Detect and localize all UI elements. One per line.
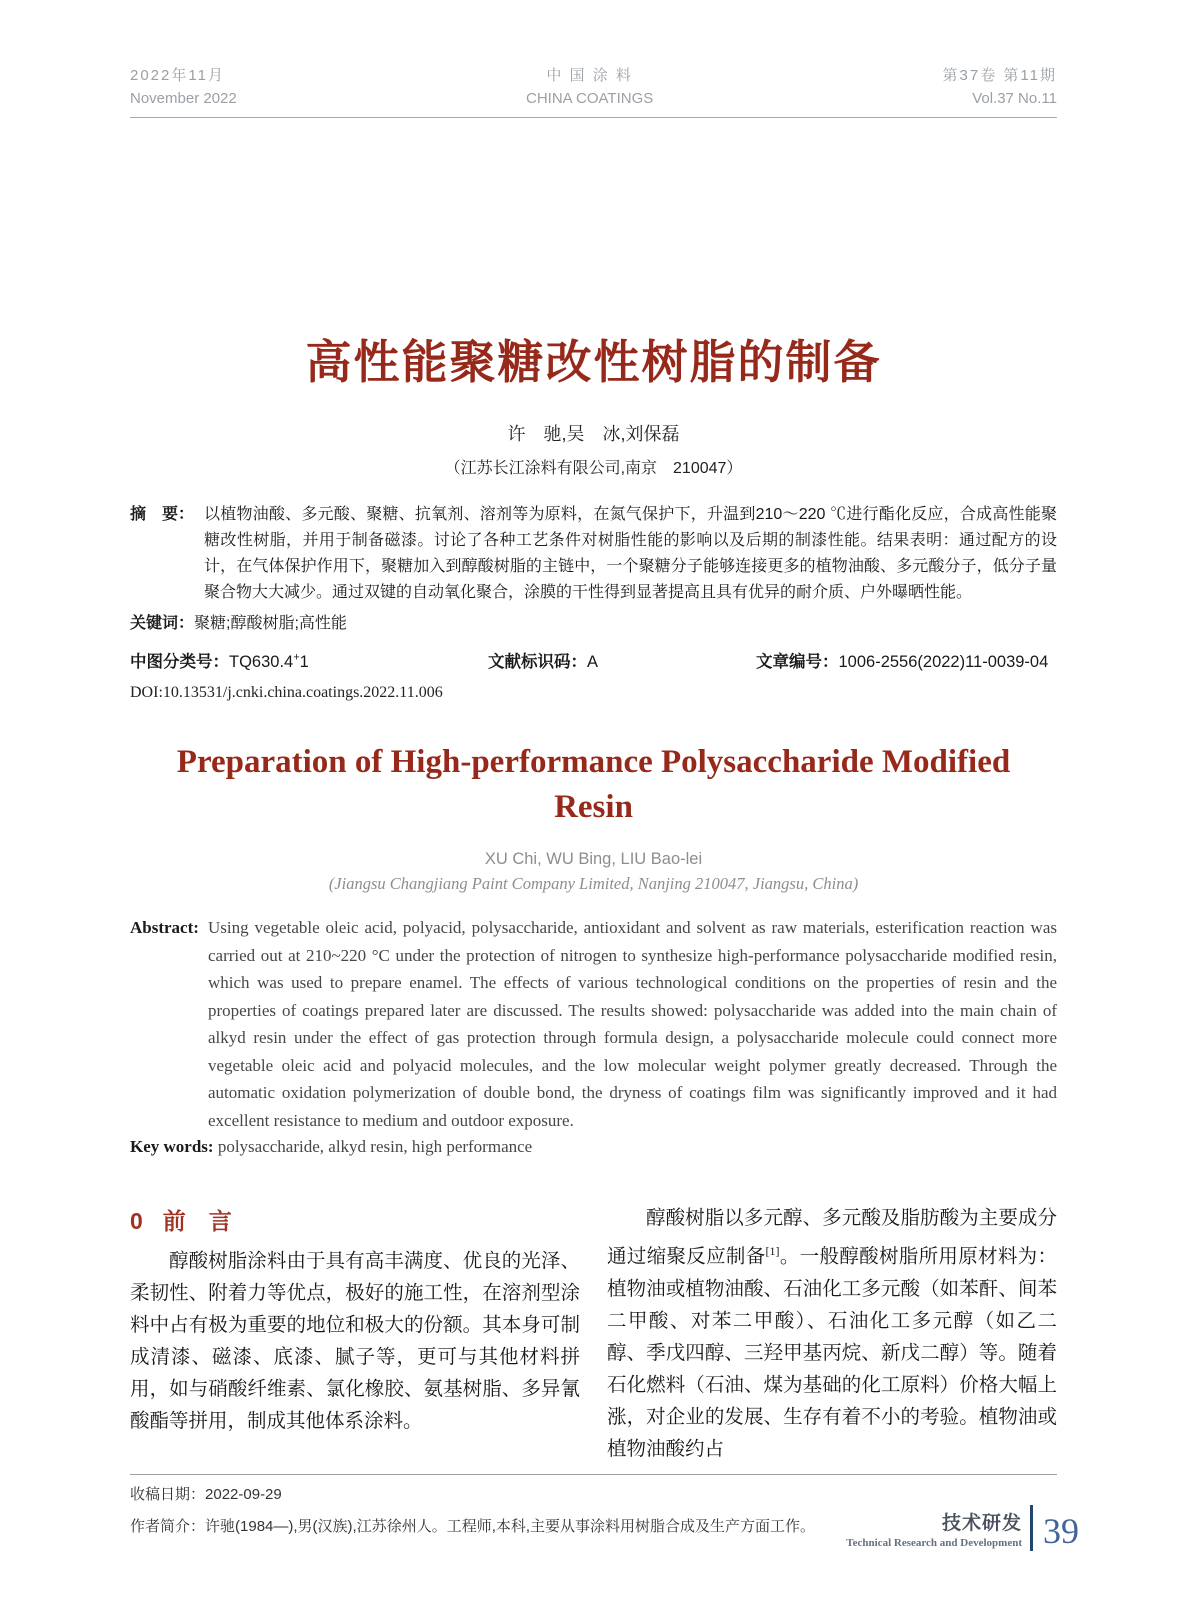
footer-column-en: Technical Research and Development — [846, 1536, 1022, 1549]
keywords-cn-text: 聚糖;醇酸树脂;高性能 — [194, 615, 347, 632]
keywords-en-label: Key words: — [130, 1137, 214, 1156]
footer-column-name — [846, 1508, 1022, 1549]
keywords-cn-label: 关键词： — [130, 615, 195, 632]
issue-en: Vol.37 No.11 — [972, 90, 1057, 107]
header-date-cn: 2022年11月 — [130, 67, 225, 84]
abstract-cn — [130, 502, 1057, 606]
authors-en: XU Chi, WU Bing, LIU Bao-lei — [484, 850, 703, 868]
clc-value: TQ630.4 — [229, 653, 294, 671]
citation-ref-1: [1] — [765, 1244, 780, 1258]
footer-divider-bar — [1030, 1505, 1033, 1551]
clc-superscript: + — [293, 651, 300, 664]
header-date — [130, 64, 237, 110]
header-date-en: November 2022 — [130, 90, 237, 107]
article-title-en — [130, 740, 1057, 830]
abstract-en-label: Abstract: — [130, 918, 199, 937]
abstract-cn-label: 摘 要： — [130, 506, 195, 523]
page-footer — [846, 1504, 1079, 1552]
page-header — [130, 64, 1057, 110]
title-en-line1: Preparation of High-performance Polysaccharide Modified — [176, 744, 1011, 780]
intro-right-text-1: 醇酸树脂以多元醇、多元酸及脂肪酸为主要成分通过缩聚反应制备 — [607, 1208, 1057, 1268]
intro-paragraph-right — [607, 1203, 1057, 1466]
received-date-label: 收稿日期： — [130, 1485, 206, 1503]
journal-name-en: CHINA COATINGS — [526, 90, 654, 107]
doi: DOI:10.13531/j.cnki.china.coatings.2022.11.006 — [130, 684, 443, 701]
article-id — [756, 648, 1048, 672]
footnote-rule — [130, 1474, 1057, 1475]
received-date-note — [130, 1482, 1057, 1507]
article-id-value: 1006-2556(2022)11-0039-04 — [838, 653, 1049, 671]
document-code-label: 文献标识码： — [488, 653, 587, 671]
header-issue — [943, 64, 1057, 110]
left-column — [130, 1203, 580, 1466]
header-rule — [130, 117, 1057, 118]
section-title: 前 言 — [162, 1208, 232, 1234]
header-journal-name — [526, 64, 653, 110]
affiliation-cn: （江苏长江涂料有限公司,南京 210047） — [444, 460, 743, 477]
abstract-cn-text: 以植物油酸、多元酸、聚糖、抗氧剂、溶剂等为原料，在氮气保护下，升温到210～220 ℃进行酯化反应，合成高性能聚糖改性树脂，并用于制备磁漆。讨论了各种工艺条件对树脂性能的影响以及后期的制漆性能。结果表明：通过配方的设计，在气体保护作用下，聚糖加入到醇酸树脂的主链中，一个聚糖分子能够连接更多的植物油酸、多元酸分子，低分子量聚合物大大减少。通过双键的自动氧化聚合，涂膜的干性得到显著提高且具有优异的耐介质、户外曝晒性能。 — [204, 506, 1057, 601]
author-bio-label: 作者简介： — [130, 1517, 206, 1535]
clc-number — [130, 648, 488, 672]
abstract-en — [130, 914, 1057, 1134]
issue-cn: 第37卷 第11期 — [942, 67, 1057, 84]
keywords-en — [130, 1137, 1057, 1157]
document-code — [488, 648, 756, 672]
right-column — [607, 1203, 1057, 1466]
keywords-cn — [130, 612, 1057, 636]
title-en-line2: Resin — [554, 789, 633, 825]
section-heading — [130, 1203, 580, 1236]
clc-tail: 1 — [299, 653, 309, 671]
document-code-value: A — [587, 653, 599, 671]
journal-name-cn: 中 国 涂 料 — [546, 67, 633, 84]
footer-column-cn: 技术研发 — [941, 1512, 1022, 1534]
authors-cn: 许 驰,吴 冰,刘保磊 — [507, 424, 680, 444]
body-columns — [130, 1203, 1057, 1466]
article-title-cn: 高性能聚糖改性树脂的制备 — [305, 336, 882, 388]
classification-row — [130, 648, 1057, 672]
clc-label: 中图分类号： — [130, 653, 229, 671]
received-date-value: 2022-09-29 — [205, 1485, 282, 1503]
intro-right-text-2: 。一般醇酸树脂所用原材料为：植物油或植物油酸、石油化工多元酸（如苯酐、间苯二甲酸、对苯二甲酸）、石油化工多元醇（如乙二醇、季戊四醇、三羟甲基丙烷、新戊二醇）等。随着石化燃料（石油、煤为基础的化工原料）价格大幅上涨，对企业的发展、生存有着不小的考验。植物油或植物油酸约占 — [607, 1246, 1057, 1460]
affiliation-en: (Jiangsu Changjiang Paint Company Limited, Nanjing 210047, Jiangsu, China) — [328, 874, 859, 893]
keywords-en-text: polysaccharide, alkyd resin, high performance — [213, 1137, 533, 1156]
section-number: 0 — [130, 1208, 143, 1234]
article-id-label: 文章编号： — [756, 653, 839, 671]
page-number: 39 — [1043, 1511, 1079, 1551]
abstract-en-text: Using vegetable oleic acid, polyacid, polysaccharide, antioxidant and solvent as raw materials, esterification reaction was carried out at 210~220 °C under the protection of nitrogen to synthesize high-performance polysaccharide modified resin, which was used to prepare enamel. The effects of various technological conditions on the properties of resin and the properties of coatings prepared later are discussed. The results showed: polysaccharide was added into the main chain of alkyd resin under the effect of gas protection through formula design, a polysaccharide molecule could connect more vegetable oleic acid and polyacid molecules, and the low molecular weight polymer greatly decreased. Through the automatic oxidation polymerization of double bond, the dryness of coatings film was significantly improved and it had excellent resistance to medium and outdoor exposure. — [208, 918, 1057, 1130]
intro-paragraph-left: 醇酸树脂涂料由于具有高丰满度、优良的光泽、柔韧性、附着力等优点，极好的施工性，在溶剂型涂料中占有极为重要的地位和极大的份额。其本身可制成清漆、磁漆、底漆、腻子等，更可与其他材料拼用，如与硝酸纤维素、氯化橡胶、氨基树脂、多异氰酸酯等拼用，制成其他体系涂料。 — [130, 1251, 580, 1432]
author-bio-value: 许驰(1984—),男(汉族),江苏徐州人。工程师,本科,主要从事涂料用树脂合成及生产方面工作。 — [205, 1517, 816, 1535]
